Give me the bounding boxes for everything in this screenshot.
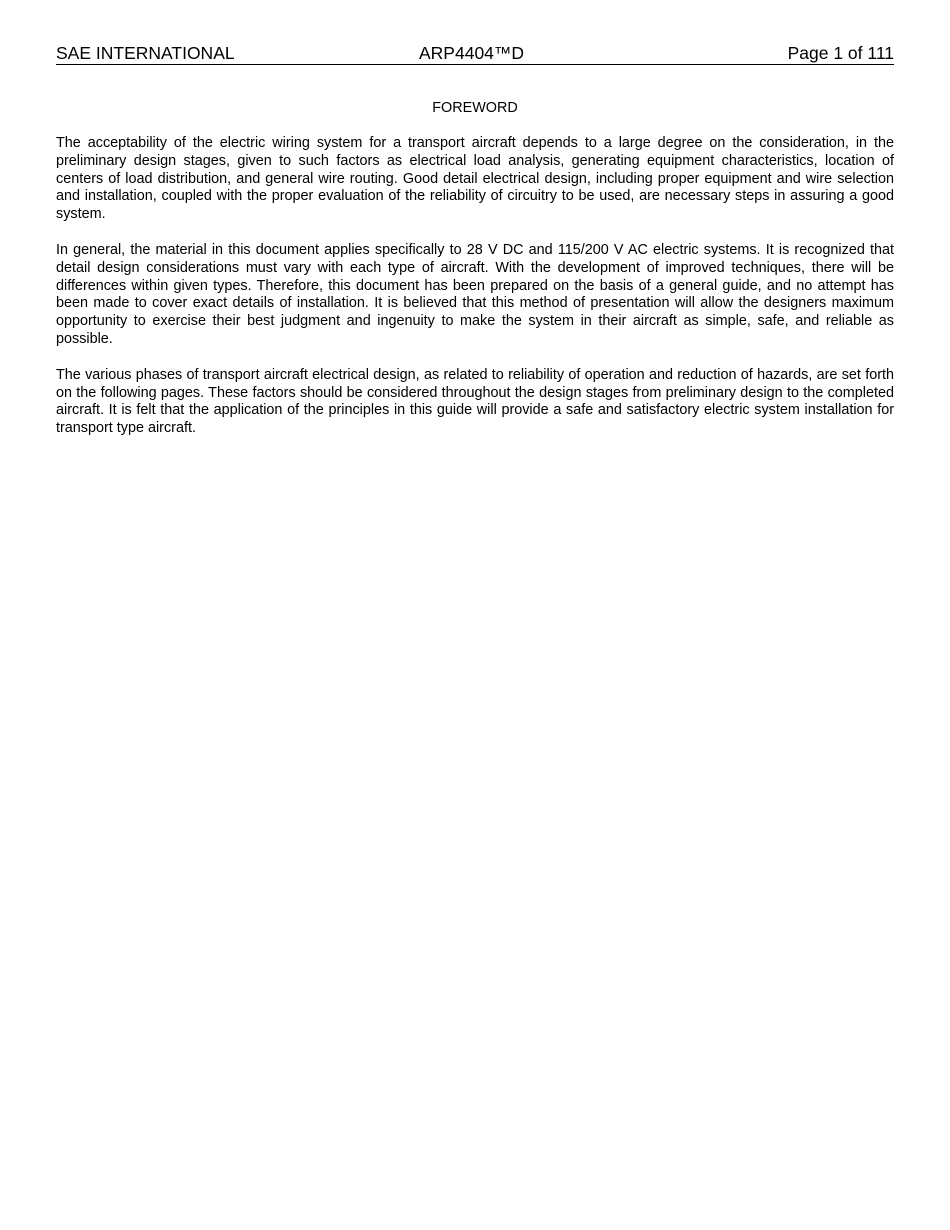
foreword-paragraph-3: The various phases of transport aircraft electrical design, as related to reliability of operation and reduction of hazards, are set forth on the following pages. These factors should be considered throughout the design stages from preliminary design to the completed aircraft. It is felt that the application of the principles in this guide will provide a safe and satisfactory electric system installation for transport type aircraft. — [56, 366, 894, 437]
foreword-paragraph-2: In general, the material in this document applies specifically to 28 V DC and 115/200 V AC electric systems. It is recognized that detail design considerations must vary with each type of aircraft. With the development of improved techniques, there will be differences within given types. Therefore, this document has been prepared on the basis of a general guide, and no attempt has been made to cover exact details of installation. It is believed that this method of presentation will allow the designers maximum opportunity to exercise their best judgment and ingenuity to make the system in their aircraft as simple, safe, and reliable as possible. — [56, 241, 894, 347]
section-title: FOREWORD — [432, 100, 518, 116]
document-page — [56, 43, 894, 438]
header-page-number: Page 1 of 111 — [787, 43, 894, 63]
header-organization: SAE INTERNATIONAL — [56, 43, 235, 63]
foreword-paragraph-1: The acceptability of the electric wiring system for a transport aircraft depends to a large degree on the consideration, in the preliminary design stages, given to such factors as electrical load analysis, generating equipment characteristics, location of centers of load distribution, and general wire routing. Good detail electrical design, including proper equipment and wire selection and installation, coupled with the proper evaluation of the reliability of circuitry to be used, are necessary steps in assuring a good system. — [56, 135, 894, 223]
header-document-number: ARP4404™D — [419, 43, 525, 63]
page-header — [56, 43, 894, 65]
